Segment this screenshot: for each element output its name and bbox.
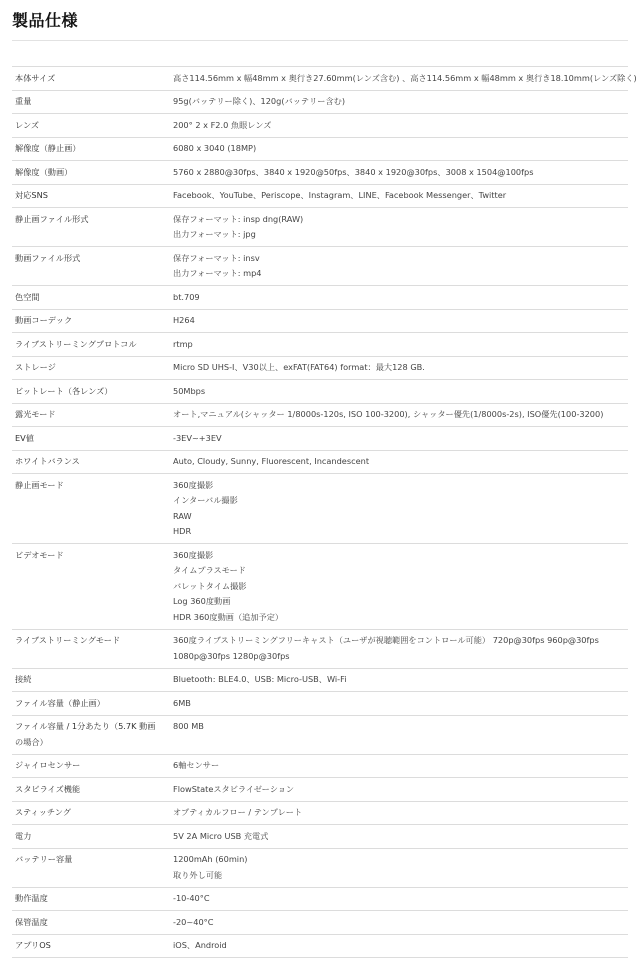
spec-value-line: 360度撮影 bbox=[173, 479, 214, 490]
spec-row bbox=[12, 450, 628, 474]
spec-row bbox=[12, 544, 628, 630]
spec-value bbox=[166, 67, 637, 91]
spec-label: 静止画モード bbox=[12, 474, 166, 544]
spec-row bbox=[12, 715, 628, 754]
spec-value bbox=[166, 911, 628, 935]
spec-label: 動画コーデック bbox=[12, 309, 166, 333]
spec-value bbox=[166, 887, 628, 911]
spec-label: レンズ bbox=[12, 114, 166, 138]
spec-value-line: 出力フォーマット: mp4 bbox=[173, 268, 262, 278]
spec-row bbox=[12, 825, 628, 849]
spec-value-line: 6MB bbox=[173, 697, 191, 708]
spec-label: 動作温度 bbox=[12, 887, 166, 911]
spec-value-line: 1080p@30fps 1280p@30fps bbox=[173, 650, 290, 661]
spec-value-line: オート,マニュアル(シャッター 1/8000s-120s, ISO 100-3200), シャッター優先(1/8000s-2s), ISO優先(100-3200) bbox=[173, 409, 604, 419]
spec-row bbox=[12, 161, 628, 185]
spec-value bbox=[166, 247, 628, 286]
spec-label: 重量 bbox=[12, 90, 166, 114]
spec-row bbox=[12, 801, 628, 825]
spec-row bbox=[12, 754, 628, 778]
spec-row bbox=[12, 67, 628, 91]
title-divider bbox=[12, 40, 628, 41]
spec-row bbox=[12, 286, 628, 310]
spec-label: ライブストリーミングプロトコル bbox=[12, 333, 166, 357]
spec-value-line: 1200mAh (60min) bbox=[173, 854, 248, 864]
spec-value-line: 6軸センサー bbox=[173, 760, 220, 770]
spec-value-line: HDR 360度動画（追加予定） bbox=[173, 611, 284, 622]
spec-row bbox=[12, 778, 628, 802]
spec-value bbox=[166, 629, 628, 668]
spec-label: アプリOS bbox=[12, 934, 166, 958]
spec-row bbox=[12, 887, 628, 911]
spec-value-line: Auto, Cloudy, Sunny, Fluorescent, Incandescent bbox=[173, 456, 370, 466]
spec-label: スタビライズ機能 bbox=[12, 778, 166, 802]
spec-label: ストレージ bbox=[12, 356, 166, 380]
spec-value-line: タイムプラスモード bbox=[173, 565, 246, 575]
spec-value-line: rtmp bbox=[173, 338, 193, 349]
spec-value-line: 高さ114.56mm x 幅48mm x 奥行き27.60mm(レンズ含む) 、高さ114.56mm x 幅48mm x 奥行き18.10mm(レンズ除く) bbox=[173, 72, 637, 83]
spec-row bbox=[12, 629, 628, 668]
spec-value bbox=[166, 208, 628, 247]
spec-value-line: iOS、Android bbox=[173, 940, 227, 950]
spec-row bbox=[12, 208, 628, 247]
spec-row bbox=[12, 356, 628, 380]
spec-value bbox=[166, 450, 628, 474]
spec-label: EV値 bbox=[12, 427, 166, 451]
spec-row bbox=[12, 309, 628, 333]
spec-value-line: オプティカルフロー / テンプレート bbox=[173, 807, 303, 817]
spec-value bbox=[166, 90, 628, 114]
spec-label: 対応SNS bbox=[12, 184, 166, 208]
spec-value-line: -10-40°C bbox=[173, 893, 210, 903]
spec-row bbox=[12, 247, 628, 286]
page-title: 製品仕様 bbox=[12, 11, 79, 30]
spec-value bbox=[166, 848, 628, 887]
spec-value-line: -20~40°C bbox=[173, 916, 214, 927]
spec-row bbox=[12, 427, 628, 451]
spec-value-line: 5760 x 2880@30fps、3840 x 1920@50fps、3840 x 1920@30fps、3008 x 1504@100fps bbox=[173, 166, 534, 177]
spec-label: ファイル容量（静止画） bbox=[12, 692, 166, 716]
spec-value-line: H264 bbox=[173, 315, 195, 325]
spec-row bbox=[12, 114, 628, 138]
spec-value bbox=[166, 427, 628, 451]
spec-label: ビットレート（各レンズ） bbox=[12, 380, 166, 404]
spec-value-line: 出力フォーマット: jpg bbox=[173, 229, 256, 239]
spec-value-line: 保存フォーマット: insp dng(RAW) bbox=[173, 213, 304, 224]
spec-label: ファイル容量 / 1分あたり（5.7K 動画の場合） bbox=[12, 715, 166, 754]
spec-value-line: bt.709 bbox=[173, 291, 200, 302]
spec-label: 色空間 bbox=[12, 286, 166, 310]
spec-value-line: RAW bbox=[173, 510, 192, 521]
spec-value bbox=[166, 380, 628, 404]
spec-value bbox=[166, 333, 628, 357]
spec-value-line: Micro SD UHS-I、V30以上、exFAT(FAT64) format：最大128 GB. bbox=[173, 362, 425, 372]
spec-label: ホワイトバランス bbox=[12, 450, 166, 474]
spec-label: 静止画ファイル形式 bbox=[12, 208, 166, 247]
spec-value bbox=[166, 161, 628, 185]
spec-row bbox=[12, 934, 628, 958]
spec-value-line: 200° 2 x F2.0 魚眼レンズ bbox=[173, 119, 272, 130]
spec-row bbox=[12, 668, 628, 692]
spec-value bbox=[166, 309, 628, 333]
spec-value-line: 360度ライブストリーミングフリーキャスト（ユーザが視聴範囲をコントロール可能） 720p@30fps 960p@30fps bbox=[173, 635, 599, 645]
spec-label: 本体サイズ bbox=[12, 67, 166, 91]
spec-value-line: 360度撮影 bbox=[173, 549, 214, 560]
spec-value-line: HDR bbox=[173, 526, 192, 536]
spec-value bbox=[166, 286, 628, 310]
spec-row bbox=[12, 333, 628, 357]
spec-label: 電力 bbox=[12, 825, 166, 849]
spec-label: 保管温度 bbox=[12, 911, 166, 935]
spec-row bbox=[12, 380, 628, 404]
spec-label: ジャイロセンサー bbox=[12, 754, 166, 778]
spec-value-line: 800 MB bbox=[173, 721, 204, 731]
spec-label: 解像度（動画） bbox=[12, 161, 166, 185]
spec-row bbox=[12, 692, 628, 716]
spec-value-line: 95g(バッテリー除く)、120g(バッテリー含む) bbox=[173, 96, 346, 106]
spec-value bbox=[166, 715, 628, 754]
spec-label: 接続 bbox=[12, 668, 166, 692]
spec-label: バッテリー容量 bbox=[12, 848, 166, 887]
spec-table-body bbox=[12, 67, 637, 958]
spec-value-line: Bluetooth: BLE4.0、USB: Micro-USB、Wi-Fi bbox=[173, 674, 347, 684]
spec-value-line: Log 360度動画 bbox=[173, 596, 231, 606]
spec-value-line: Facebook、YouTube、Periscope、Instagram、LINE、Facebook Messenger、Twitter bbox=[173, 190, 507, 200]
spec-value bbox=[166, 778, 628, 802]
spec-value bbox=[166, 184, 628, 208]
spec-row bbox=[12, 137, 628, 161]
spec-label: 解像度（静止画） bbox=[12, 137, 166, 161]
spec-value bbox=[166, 692, 628, 716]
spec-value-line: 5V 2A Micro USB 充電式 bbox=[173, 830, 269, 841]
spec-label: ビデオモード bbox=[12, 544, 166, 630]
spec-value bbox=[166, 825, 628, 849]
spec-value bbox=[166, 474, 628, 544]
spec-value-line: 6080 x 3040 (18MP) bbox=[173, 143, 257, 153]
spec-value bbox=[166, 934, 628, 958]
spec-row bbox=[12, 90, 628, 114]
spec-value-line: 保存フォーマット: insv bbox=[173, 252, 260, 263]
spec-value-line: バレットタイム撮影 bbox=[173, 580, 247, 591]
spec-value-line: インターバル撮影 bbox=[173, 495, 238, 505]
spec-row bbox=[12, 403, 628, 427]
spec-value bbox=[166, 137, 628, 161]
spec-value-line: 50Mbps bbox=[173, 385, 206, 396]
spec-label: スティッチング bbox=[12, 801, 166, 825]
spec-value bbox=[166, 114, 628, 138]
spec-value bbox=[166, 403, 628, 427]
spec-row bbox=[12, 848, 628, 887]
spec-value bbox=[166, 668, 628, 692]
spec-value bbox=[166, 356, 628, 380]
spec-value-line: 取り外し可能 bbox=[173, 869, 223, 880]
spec-value bbox=[166, 544, 628, 630]
spec-value-line: FlowStateスタビライゼーション bbox=[173, 783, 295, 794]
spec-label: ライブストリーミングモード bbox=[12, 629, 166, 668]
spec-label: 動画ファイル形式 bbox=[12, 247, 166, 286]
spec-row bbox=[12, 184, 628, 208]
spec-row bbox=[12, 911, 628, 935]
spec-value bbox=[166, 754, 628, 778]
spec-value-line: -3EV~+3EV bbox=[173, 432, 222, 443]
spec-table bbox=[12, 66, 637, 958]
spec-row bbox=[12, 474, 628, 544]
spec-value bbox=[166, 801, 628, 825]
spec-label: 露光モード bbox=[12, 403, 166, 427]
